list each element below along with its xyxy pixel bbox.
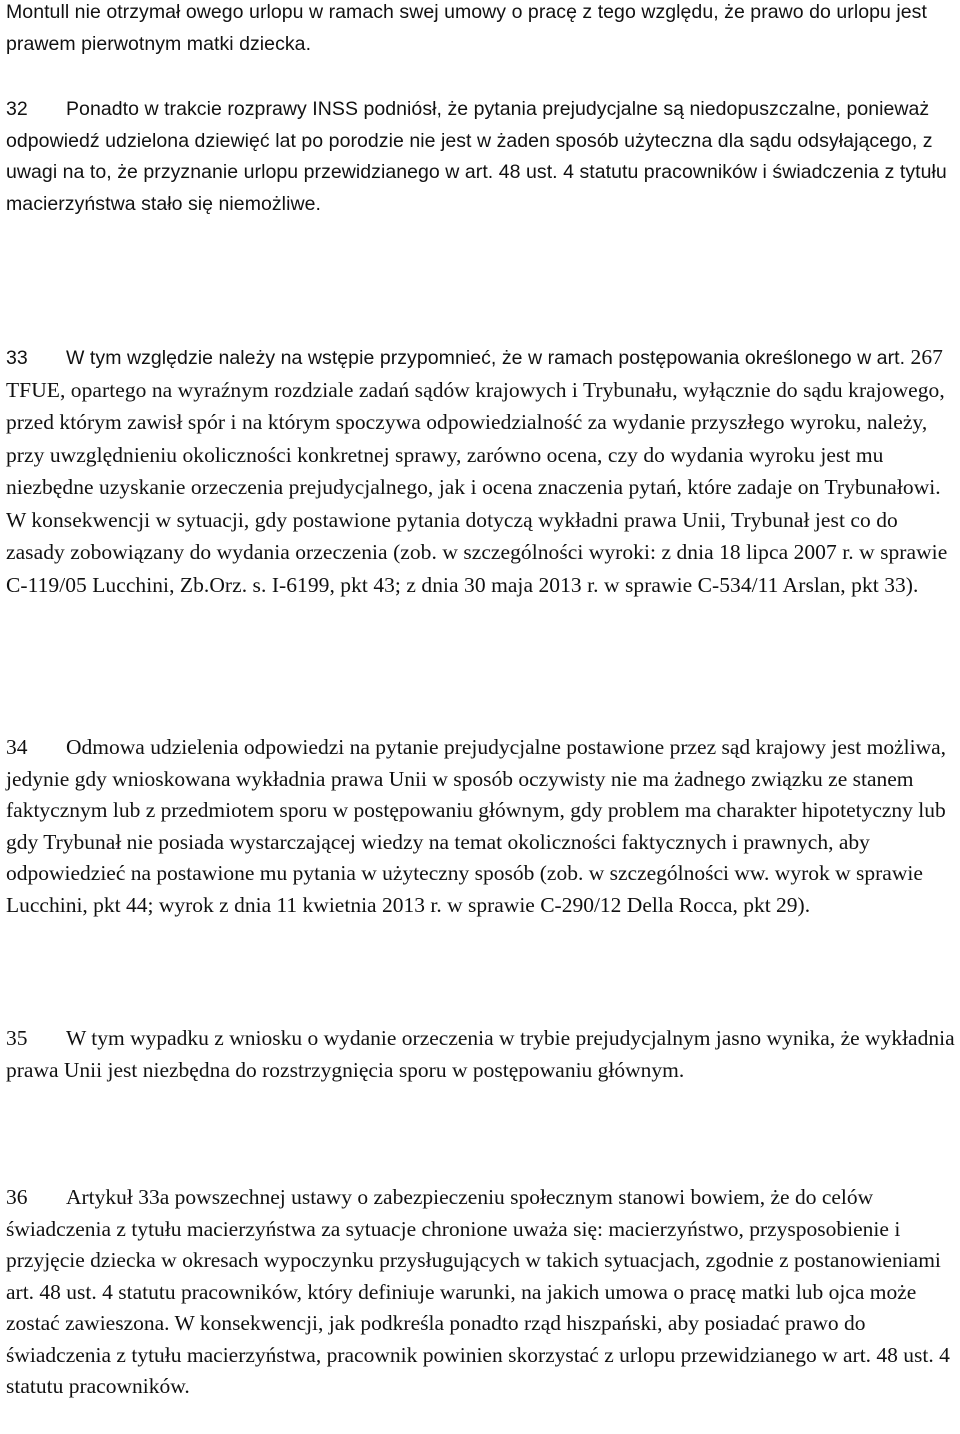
paragraph-36 <box>6 1182 956 1403</box>
paragraph-text: Ponadto w trakcie rozprawy INSS podniósł, że pytania prejudycjalne są niedopuszczalne, ponieważ odpowiedź udzielona dziewięć lat po porodzie nie jest w żaden sposób użyteczna dla sądu odsyłającego, z uwagi na to, że przyznanie urlopu przewidzianego w art. 48 ust. 4 statutu pracowników i świadczenia z tytułu macierzyństwa stało się niemożliwe. <box>6 98 947 215</box>
paragraph-number: 34 <box>6 735 28 759</box>
paragraph-number: 33 <box>6 347 28 369</box>
paragraph-number: 32 <box>6 98 28 120</box>
paragraph-text: W tym wypadku z wniosku o wydanie orzeczenia w trybie prejudycjalnym jasno wynika, że wykładnia prawa Unii jest niezbędna do rozstrzygnięcia sporu w postępowaniu głównym. <box>6 1026 955 1082</box>
paragraph-number: 35 <box>6 1026 28 1050</box>
paragraph-text: Odmowa udzielenia odpowiedzi na pytanie prejudycjalne postawione przez sąd krajowy jest możliwa, jedynie gdy wnioskowana wykładnia prawa Unii w sposób oczywisty nie ma żadnego związku ze stanem faktycznym lub z przedmiotem sporu w postępowaniu głównym, gdy problem ma charakter hipotetyczny lub gdy Trybunał nie posiada wystarczającej wiedzy na temat okoliczności faktycznych i prawnych, aby odpowiedzieć na postawione mu pytania w użyteczny sposób (zob. w szczególności ww. wyrok w sprawie Lucchini, pkt 44; wyrok z dnia 11 kwietnia 2013 r. w sprawie C‑290/12 Della Rocca, pkt 29). <box>6 735 947 917</box>
paragraph-32 <box>6 94 956 220</box>
paragraph-number: 36 <box>6 1185 28 1209</box>
paragraph-34 <box>6 732 956 921</box>
paragraph-text: Montull nie otrzymał owego urlopu w ramach swej umowy o pracę z tego względu, że prawo do urlopu jest prawem pierwotnym matki dziecka. <box>6 1 927 55</box>
paragraph-33 <box>6 342 956 602</box>
paragraph-text: Artykuł 33a powszechnej ustawy o zabezpieczeniu społecznym stanowi bowiem, że do celów świadczenia z tytułu macierzyństwa za sytuacje chronione uważa się: macierzyństwo, przysposobienie i przyjęcie dziecka w okresach wypoczynku przysługujących w takich sytuacjach, zgodnie z postanowieniami art. 48 ust. 4 statutu pracowników, który definiuje warunki, na jakich umowa o pracę matki lub ojca może zostać zawieszona. W konsekwencji, jak podkreśla ponadto rząd hiszpański, aby posiadać prawo do świadczenia z tytułu macierzyństwa, pracownik powinien skorzystać z urlopu przewidzianego w art. 48 ust. 4 statutu pracowników. <box>6 1185 950 1398</box>
paragraph-text-serif: 267 TFUE, opartego na wyraźnym rozdziale zadań sądów krajowych i Trybunału, wyłącznie do sądu krajowego, przed którym zawisł spór i na którym spoczywa odpowiedzialność za wydanie przyszłego wyroku, należy, przy uwzględnieniu okoliczności konkretnej sprawy, zarówno ocena, czy do wydania wyroku jest mu niezbędne uzyskanie orzeczenia prejudycjalnego, jak i ocena znaczenia pytań, które zadaje on Trybunałowi. W konsekwencji w sytuacji, gdy postawione pytania dotyczą wykładni prawa Unii, Trybunał jest co do zasady zobowiązany do wydania orzeczenia (zob. w szczególności wyroki: z dnia 18 lipca 2007 r. w sprawie C‑119/05 Lucchini, Zb.Orz. s. I‑6199, pkt 43; z dnia 30 maja 2013 r. w sprawie C‑534/11 Arslan, pkt 33). <box>6 345 948 597</box>
paragraph-text-sans: W tym względzie należy na wstępie przypomnieć, że w ramach postępowania określonego w art. <box>66 347 906 369</box>
paragraph-35 <box>6 1023 956 1086</box>
paragraph-continuation <box>6 0 956 60</box>
